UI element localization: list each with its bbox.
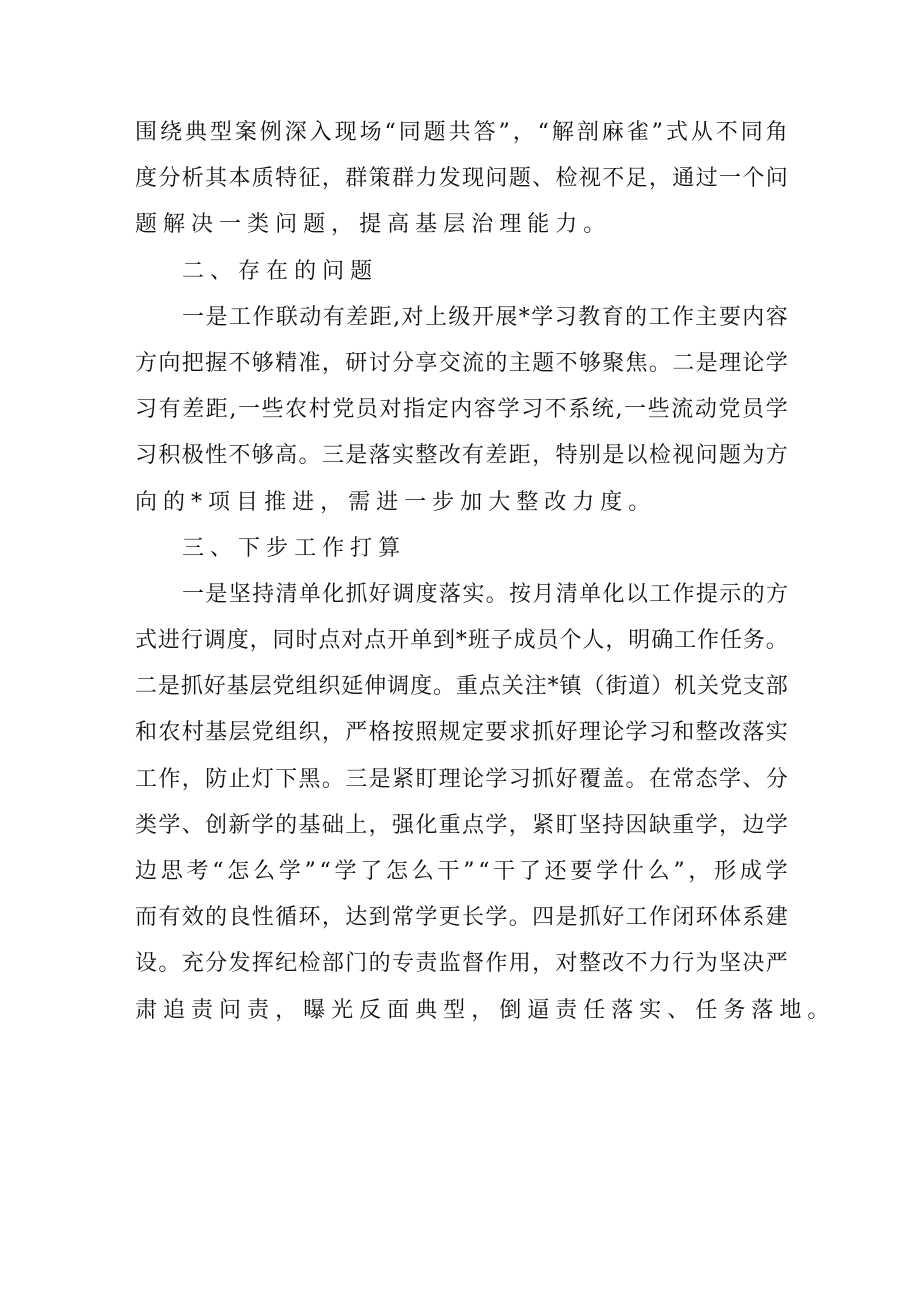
text-line: 二 是 抓 好 基 层 党 组 织 延 伸 调 度 。 重 点 关 注 * 镇 （ 街 道 ） 机 关 党 支 部 (135, 674, 788, 700)
section-heading: 三 、 下 步 工 作 打 算 (182, 535, 407, 561)
text-line: 式 进 行 调 度 ， 同 时 点 对 点 开 单 到 * 班 子 成 员 个 人 ， 明 确 工 作 任 务 。 (135, 628, 788, 654)
text-line: 习 积 极 性 不 够 高 。 三 是 落 实 整 改 有 差 距 ， 特 别 是 以 检 视 问 题 为 方 (135, 443, 788, 469)
text-line: 工 作 ， 防 止 灯 下 黑 。 三 是 紧 盯 理 论 学 习 抓 好 覆 盖 。 在 常 态 学 、 分 (135, 766, 788, 792)
text-line: 边 思 考 “ 怎 么 学 ” “ 学 了 怎 么 干 ” “ 干 了 还 要 学 什 么 ” ， 形 成 学 (135, 859, 788, 884)
text-line: 方 向 把 握 不 够 精 准 ， 研 讨 分 享 交 流 的 主 题 不 够 聚 焦 。 二 是 理 论 学 (135, 350, 788, 376)
text-line: 一 是 坚 持 清 单 化 抓 好 调 度 落 实 。 按 月 清 单 化 以 工 作 提 示 的 方 (182, 581, 788, 607)
document-body (135, 110, 836, 1034)
text-line: 度 分 析 其 本 质 特 征 ， 群 策 群 力 发 现 问 题 、 检 视 不 足 ， 通 过 一 个 问 (135, 166, 788, 192)
text-line: 和 农 村 基 层 党 组 织 ， 严 格 按 照 规 定 要 求 抓 好 理 论 学 习 和 整 改 落 实 (135, 720, 788, 746)
section-heading: 二 、 存 在 的 问 题 (182, 258, 379, 284)
text-line: 类 学 、 创 新 学 的 基 础 上 ， 强 化 重 点 学 ， 紧 盯 坚 持 因 缺 重 学 ， 边 学 (135, 812, 788, 838)
text-line: 向 的 * 项 目 推 进 ， 需 进 一 步 加 大 整 改 力 度 。 (135, 489, 657, 515)
text-line: 肃 追 责 问 责 ， 曝 光 反 面 典 型 ， 倒 逼 责 任 落 实 、 任 务 落 地 。 (135, 997, 836, 1023)
text-line: 题 解 决 一 类 问 题 ， 提 高 基 层 治 理 能 力 。 (135, 212, 612, 238)
text-line: 一 是 工 作 联 动 有 差 距 , 对 上 级 开 展 * 学 习 教 育 的 工 作 主 要 内 容 (182, 304, 788, 330)
text-line: 习 有 差 距 , 一 些 农 村 党 员 对 指 定 内 容 学 习 不 系 统 , 一 些 流 动 党 员 学 (135, 397, 788, 423)
text-line: 而 有 效 的 良 性 循 环 ， 达 到 常 学 更 长 学 。 四 是 抓 好 工 作 闭 环 体 系 建 (135, 905, 788, 931)
text-line: 设 。 充 分 发 挥 纪 检 部 门 的 专 责 监 督 作 用 ， 对 整 改 不 力 行 为 坚 决 严 (135, 951, 788, 977)
text-line: 围 绕 典 型 案 例 深 入 现 场 “ 同 题 共 答 ” ， “ 解 剖 麻 雀 ” 式 从 不 同 角 (135, 120, 788, 145)
